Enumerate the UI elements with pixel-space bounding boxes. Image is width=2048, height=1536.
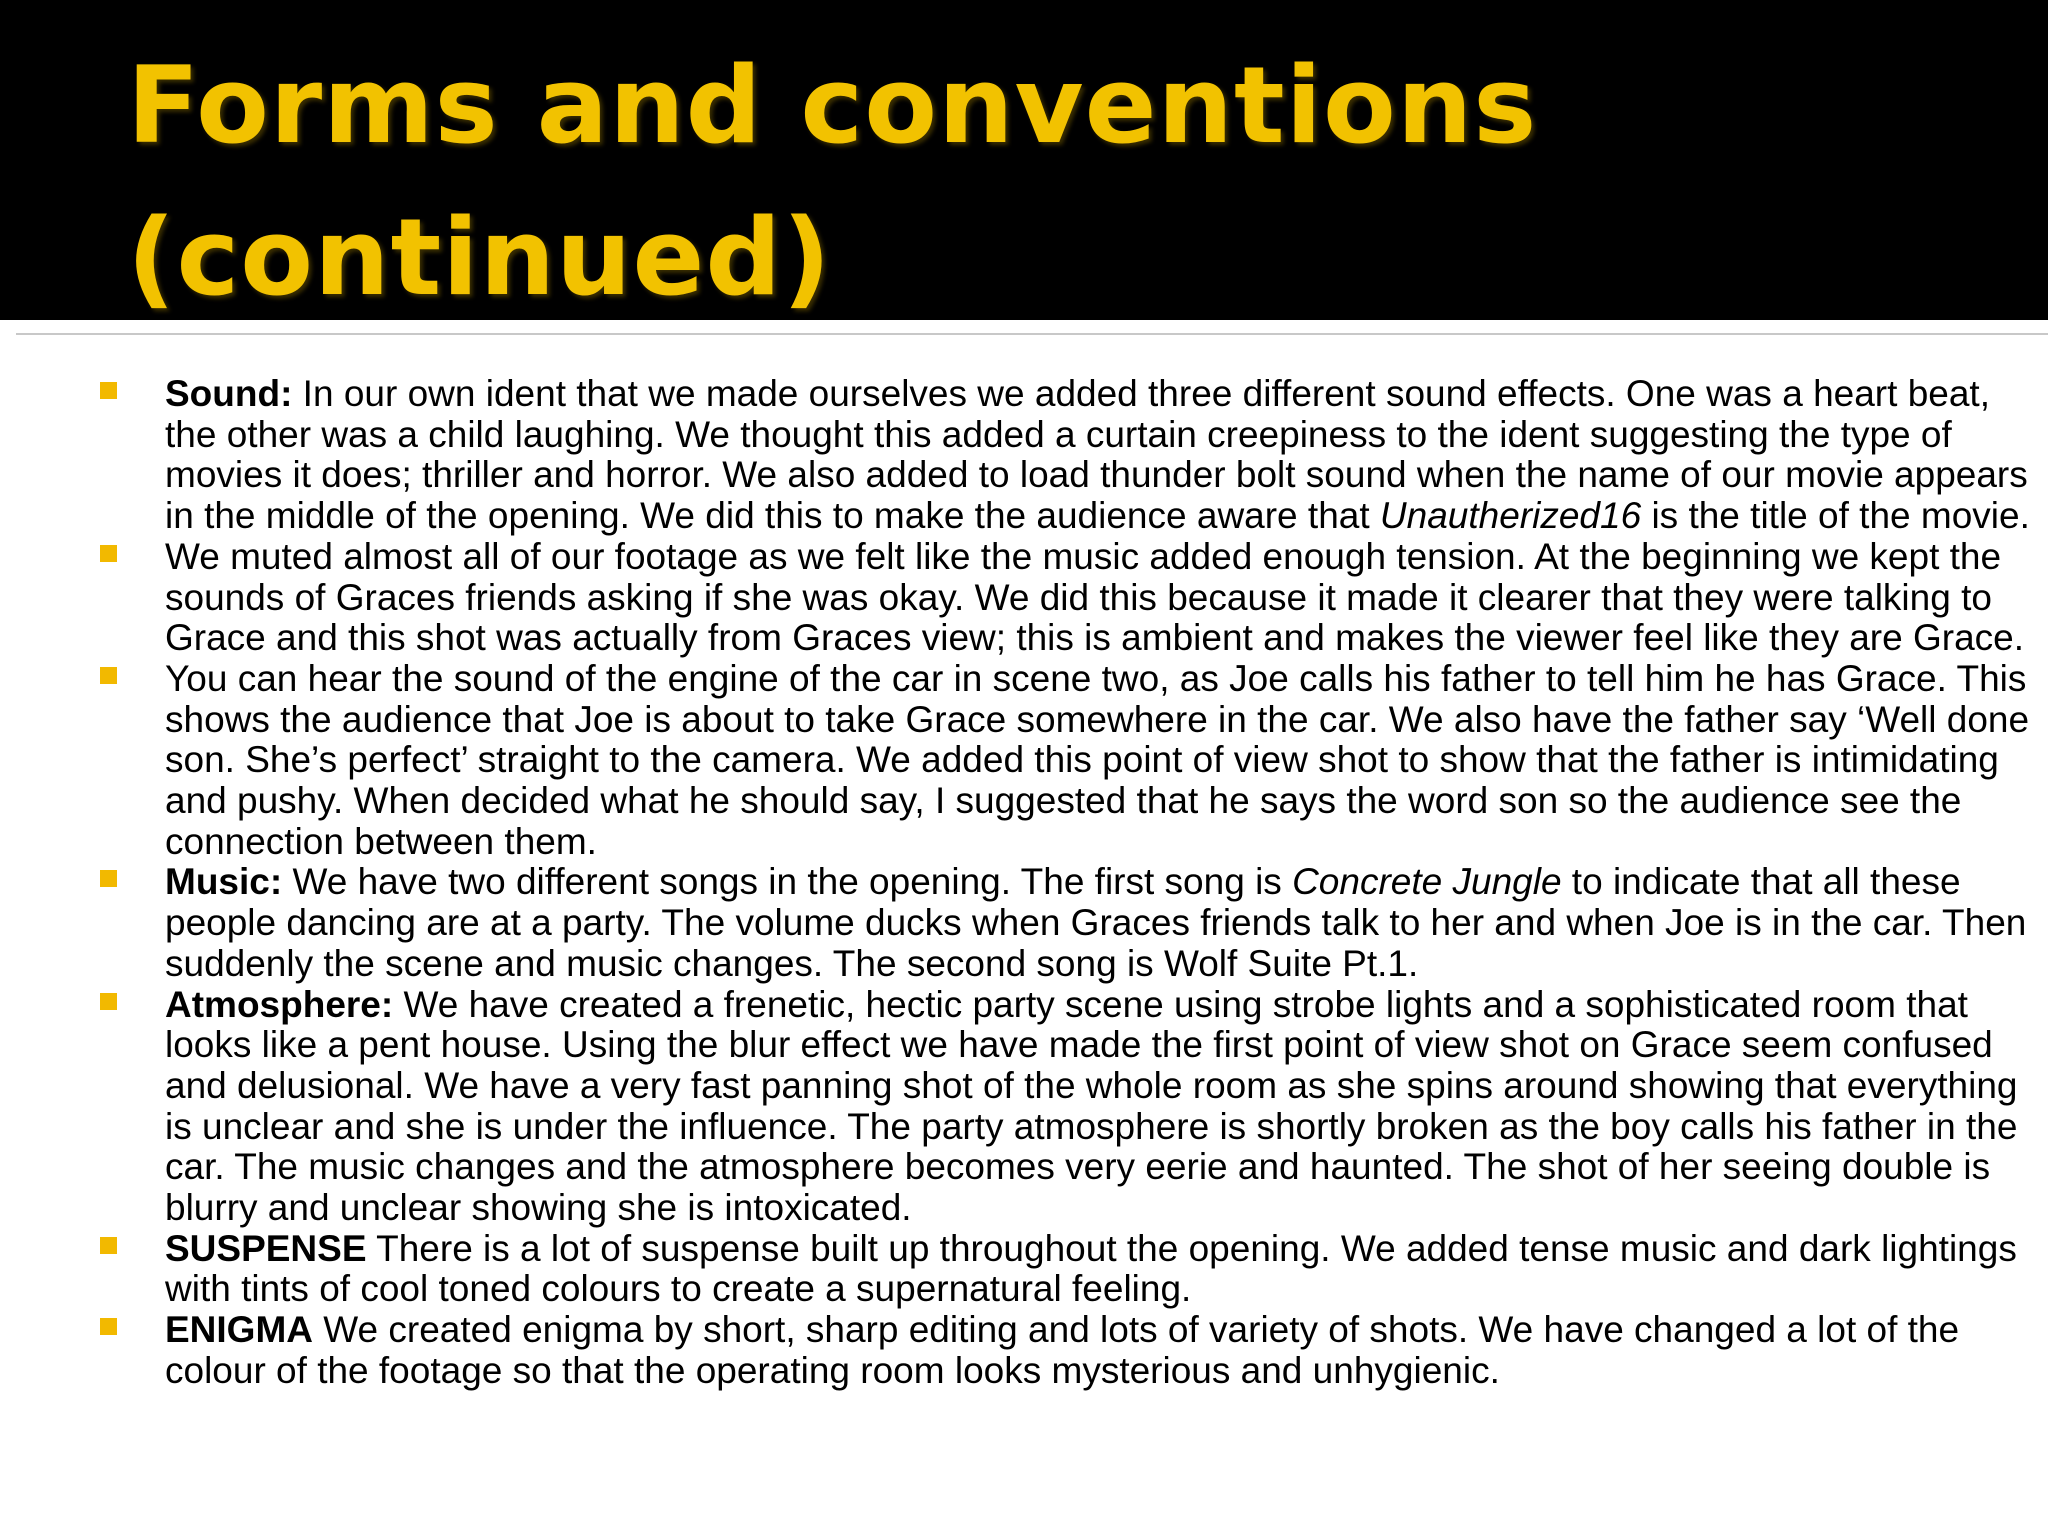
bullet-text: We created enigma by short, sharp editing and lots of variety of shots. We have changed a lot of the colour of the footage so that the operating room looks mysterious and unhygienic. xyxy=(165,1309,1960,1391)
bullet-list xyxy=(100,374,2030,1392)
slide-title xyxy=(127,30,1927,334)
square-bullet-icon xyxy=(100,993,117,1010)
square-bullet-icon xyxy=(100,382,117,399)
slide-title-line-2: (continued) xyxy=(127,196,832,319)
bullet-muted-footage xyxy=(100,537,2030,659)
bullet-text: We have created a frenetic, hectic party scene using strobe lights and a sophisticated room that looks like a pent house. Using the blur effect we have made the first point of view shot on Grace seem confused and delusional. We have a very fast panning shot of the whole room as she spins around showing that everything is unclear and she is under the influence. The party atmosphere is shortly broken as the boy calls his father in the car. The music changes and the atmosphere becomes very eerie and haunted. The shot of her seeing double is blurry and unclear showing she is intoxicated. xyxy=(165,983,2018,1229)
square-bullet-icon xyxy=(100,667,117,684)
bullet-label: Atmosphere: xyxy=(165,983,394,1025)
bullet-text: There is a lot of suspense built up throughout the opening. We added tense music and dark lightings with tints of cool toned colours to create a supernatural feeling. xyxy=(165,1227,2017,1310)
bullet-text: to indicate that all these people dancing are at a party. The volume ducks when Graces friends talk to her and when Joe is in the car. Then suddenly the scene and music changes. The second song is Wolf Suite Pt.1. xyxy=(165,861,2027,984)
bullet-italic-text: Unautherized16 xyxy=(1379,495,1642,537)
bullet-sound xyxy=(100,374,2030,537)
bullet-label: Music: xyxy=(165,861,283,903)
bullet-music xyxy=(100,862,2030,984)
bullet-text: is the title of the movie. xyxy=(1641,495,2030,537)
square-bullet-icon xyxy=(100,1237,117,1254)
bullet-enigma xyxy=(100,1310,2030,1391)
bullet-suspense xyxy=(100,1229,2030,1310)
title-divider xyxy=(16,333,2048,335)
bullet-text: We have two different songs in the opening. The first song is xyxy=(282,861,1293,903)
bullet-label: ENIGMA xyxy=(165,1309,313,1351)
title-bar xyxy=(0,0,2048,320)
bullet-italic-text: Concrete Jungle xyxy=(1292,861,1562,903)
slide-title-line-1: Forms and conventions xyxy=(127,44,1538,167)
bullet-text: We muted almost all of our footage as we felt like the music added enough tension. At the beginning we kept the sounds of Graces friends asking if she was okay. We did this because it made it clearer that they were talking to Grace and this shot was actually from Graces view; this is ambient and makes the viewer feel like they are Grace. xyxy=(165,535,2025,659)
square-bullet-icon xyxy=(100,545,117,562)
bullet-label: Sound: xyxy=(165,373,293,414)
bullet-text: In our own ident that we made ourselves we added three different sound effects. One was a heart beat, the other was a child laughing. We thought this added a curtain creepiness to the ident suggesting the type of movies it does; thriller and horror. We also added to load thunder bolt sound when the name of our movie appears in the middle of the opening. We did this to make the audience aware that xyxy=(165,373,2028,537)
square-bullet-icon xyxy=(100,1318,117,1335)
bullet-atmosphere xyxy=(100,985,2030,1229)
square-bullet-icon xyxy=(100,870,117,887)
bullet-label: SUSPENSE xyxy=(165,1227,367,1269)
bullet-text: You can hear the sound of the engine of the car in scene two, as Joe calls his father to tell him he has Grace. This shows the audience that Joe is about to take Grace somewhere in the car. We also have the father say ‘Well done son. She’s perfect’ straight to the camera. We added this point of view shot to show that the father is intimidating and pushy. When decided what he should say, I suggested that he says the word son so the audience see the connection between them. xyxy=(165,657,2030,862)
bullet-engine-sound xyxy=(100,659,2030,863)
